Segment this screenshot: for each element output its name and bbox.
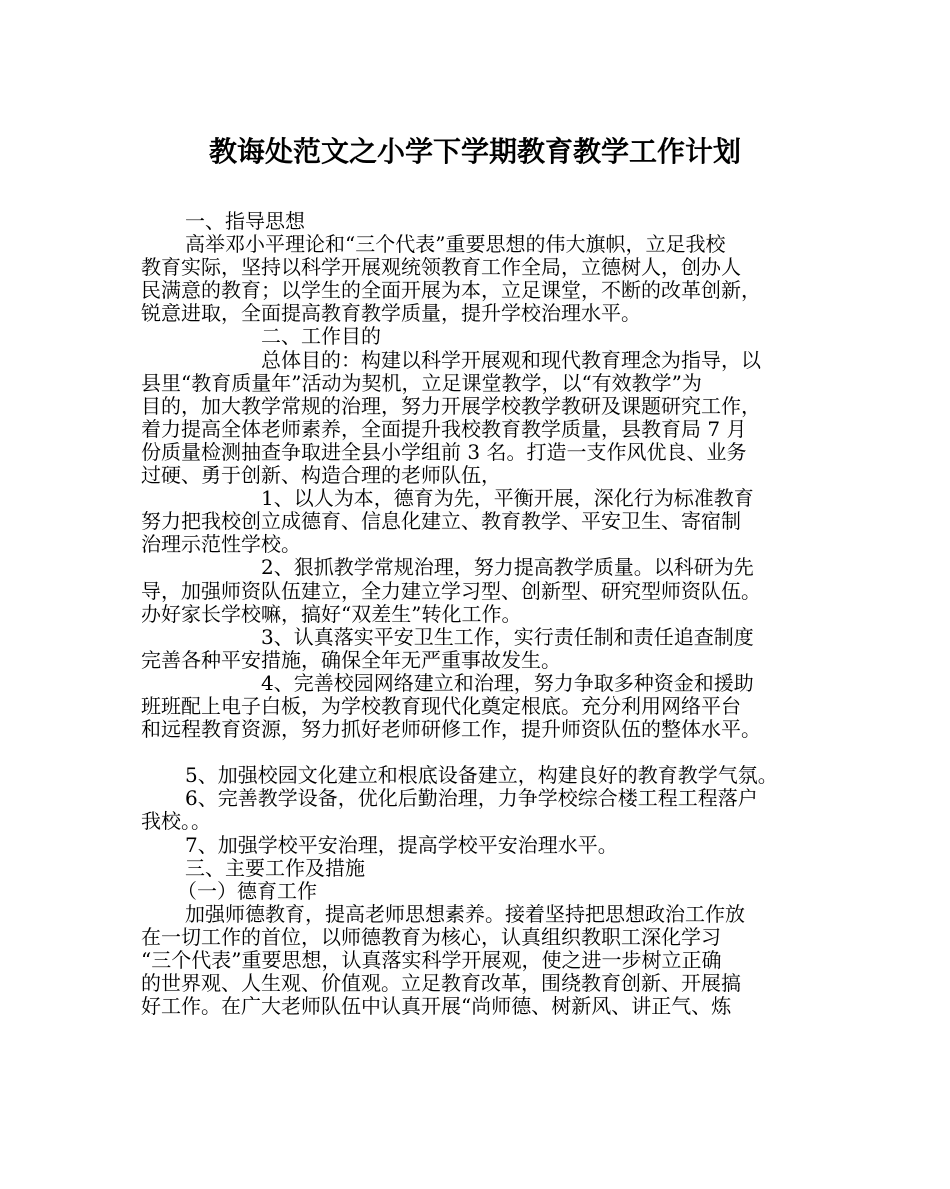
list-item-line: 7、加强学校平安治理，提高学校平安治理水平。 bbox=[185, 832, 618, 857]
section-heading: 一、指导思想 bbox=[185, 209, 305, 233]
list-item-line: 1、以人为本，德育为先，平衡开展，深化行为标准教育 bbox=[261, 486, 754, 511]
paragraph-line: 导，加强师资队伍建立，全力建立学习型、创新型、研究型师资队伍。 bbox=[141, 578, 761, 603]
list-item-line: 6、完善教学设备，优化后勤治理，力争学校综合楼工程工程落户 bbox=[185, 786, 758, 811]
list-item-line: 4、完善校园网络建立和治理，努力争取多种资金和援助 bbox=[261, 670, 754, 695]
document-title: 教诲处范文之小学下学期教育教学工作计划 bbox=[208, 135, 741, 168]
paragraph-line: 加强师德教育，提高老师思想素养。接着坚持把思想政治工作放 bbox=[185, 901, 745, 926]
list-item-line: 2、狠抓教学常规治理，努力提高教学质量。以科研为先 bbox=[261, 555, 754, 580]
blank-line bbox=[141, 741, 831, 764]
paragraph-line: 教育实际，坚持以科学开展观统领教育工作全局，立德树人，创办人 bbox=[141, 255, 741, 280]
paragraph-line: 好工作。在广大老师队伍中认真开展“尚师德、树新风、讲正气、炼 bbox=[141, 994, 732, 1019]
paragraph-line: 努力把我校创立成德育、信息化建立、教育教学、平安卫生、寄宿制 bbox=[141, 509, 741, 534]
list-item-line: 3、认真落实平安卫生工作，实行责任制和责任追查制度 bbox=[261, 624, 754, 649]
paragraph-line: 班班配上电子白板，为学校教育现代化奠定根底。充分利用网络平台 bbox=[141, 693, 741, 718]
paragraph-line: 总体目的：构建以科学开展观和现代教育理念为指导，以 bbox=[261, 347, 761, 372]
list-item-line: 5、加强校园文化建立和根底设备建立，构建良好的教育教学气氛。 bbox=[185, 763, 778, 788]
paragraph-line: 着力提高全体老师素养，全面提升我校教育教学质量，县教育局 7 月 bbox=[141, 416, 747, 441]
paragraph-line: 在一切工作的首位，以师德教育为核心，认真组织教职工深化学习 bbox=[141, 924, 721, 949]
paragraph-line: 锐意进取，全面提高教育教学质量，提升学校治理水平。 bbox=[141, 301, 641, 326]
paragraph-line: 和远程教育资源，努力抓好老师研修工作，提升师资队伍的整体水平。 bbox=[141, 717, 761, 742]
paragraph-line: 我校。。 bbox=[141, 809, 211, 834]
paragraph-line: 目的，加大教学常规的治理，努力开展学校教学教研及课题研究工作， bbox=[141, 393, 761, 418]
paragraph-line: 过硬、勇于创新、构造合理的老师队伍， bbox=[141, 463, 501, 488]
paragraph-line: 县里“教育质量年”活动为契机，立足课堂教学，以“有效教学”为 bbox=[141, 370, 702, 395]
paragraph-line: 高举邓小平理论和“三个代表”重要思想的伟大旗帜，立足我校 bbox=[185, 232, 726, 257]
paragraph-line: “三个代表”重要思想，认真落实科学开展观，使之进一步树立正确 bbox=[141, 948, 722, 972]
document-body bbox=[141, 210, 831, 1018]
section-heading: 二、工作目的 bbox=[261, 324, 381, 349]
paragraph-line: 治理示范性学校。 bbox=[141, 532, 301, 557]
subsection-heading: （一）德育工作 bbox=[177, 878, 317, 903]
paragraph-line: 完善各种平安措施，确保全年无严重事故发生。 bbox=[141, 647, 561, 672]
paragraph-line: 民满意的教育；以学生的全面开展为本，立足课堂，不断的改革创新， bbox=[141, 278, 761, 303]
paragraph-line: 份质量检测抽查争取进全县小学组前 3 名。打造一支作风优良、业务 bbox=[141, 439, 747, 464]
section-heading: 三、主要工作及措施 bbox=[185, 855, 365, 880]
paragraph-line: 办好家长学校嘛，搞好“双差生”转化工作。 bbox=[141, 601, 522, 626]
paragraph-line: 的世界观、人生观、价值观。立足教育改革，围绕教育创新、开展搞 bbox=[141, 971, 741, 996]
